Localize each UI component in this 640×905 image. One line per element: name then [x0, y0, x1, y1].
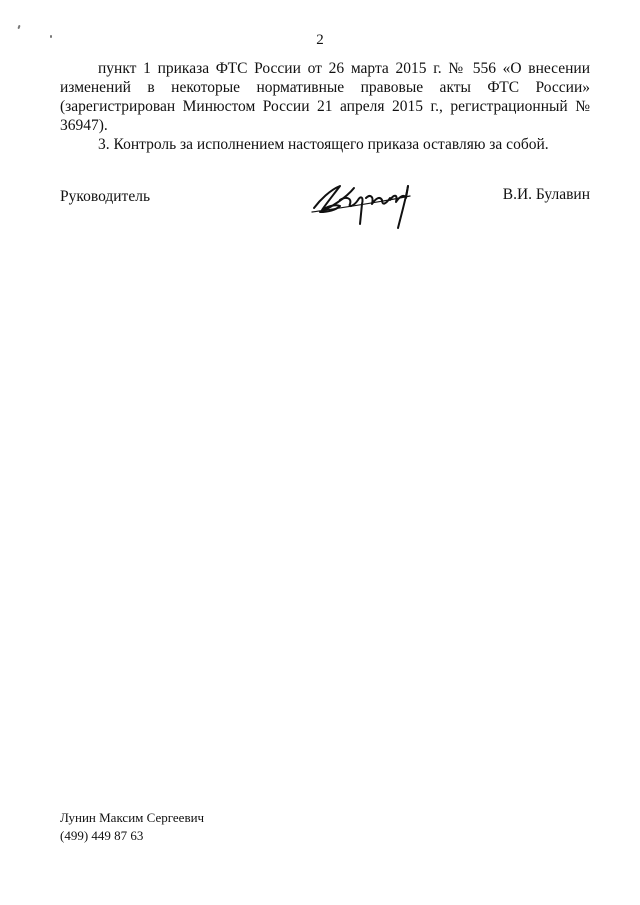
signatory-role: Руководитель: [60, 188, 151, 205]
paragraph: 3. Контроль за исполнением настоящего приказа оставляю за собой.: [98, 136, 549, 153]
contact-phone: (499) 449 87 63: [60, 828, 144, 843]
page-number: 2: [316, 32, 324, 48]
paragraph: пункт 1 приказа ФТС России от 26 марта 2015 г. № 556 «О внесении изменений в некоторые нормативные правовые акты ФТС России» (зарегистрирован Минюстом России 21 апреля 2015 г., регистрационный № 36947).: [60, 60, 590, 134]
contact-block: [60, 809, 204, 845]
document-body: [60, 59, 590, 154]
contact-name: Лунин Максим Сергеевич: [60, 810, 205, 825]
signatory-name: В.И. Булавин: [502, 186, 590, 203]
signature-block: [60, 186, 590, 226]
scan-speck: [17, 25, 20, 29]
handwritten-signature: [310, 178, 420, 232]
